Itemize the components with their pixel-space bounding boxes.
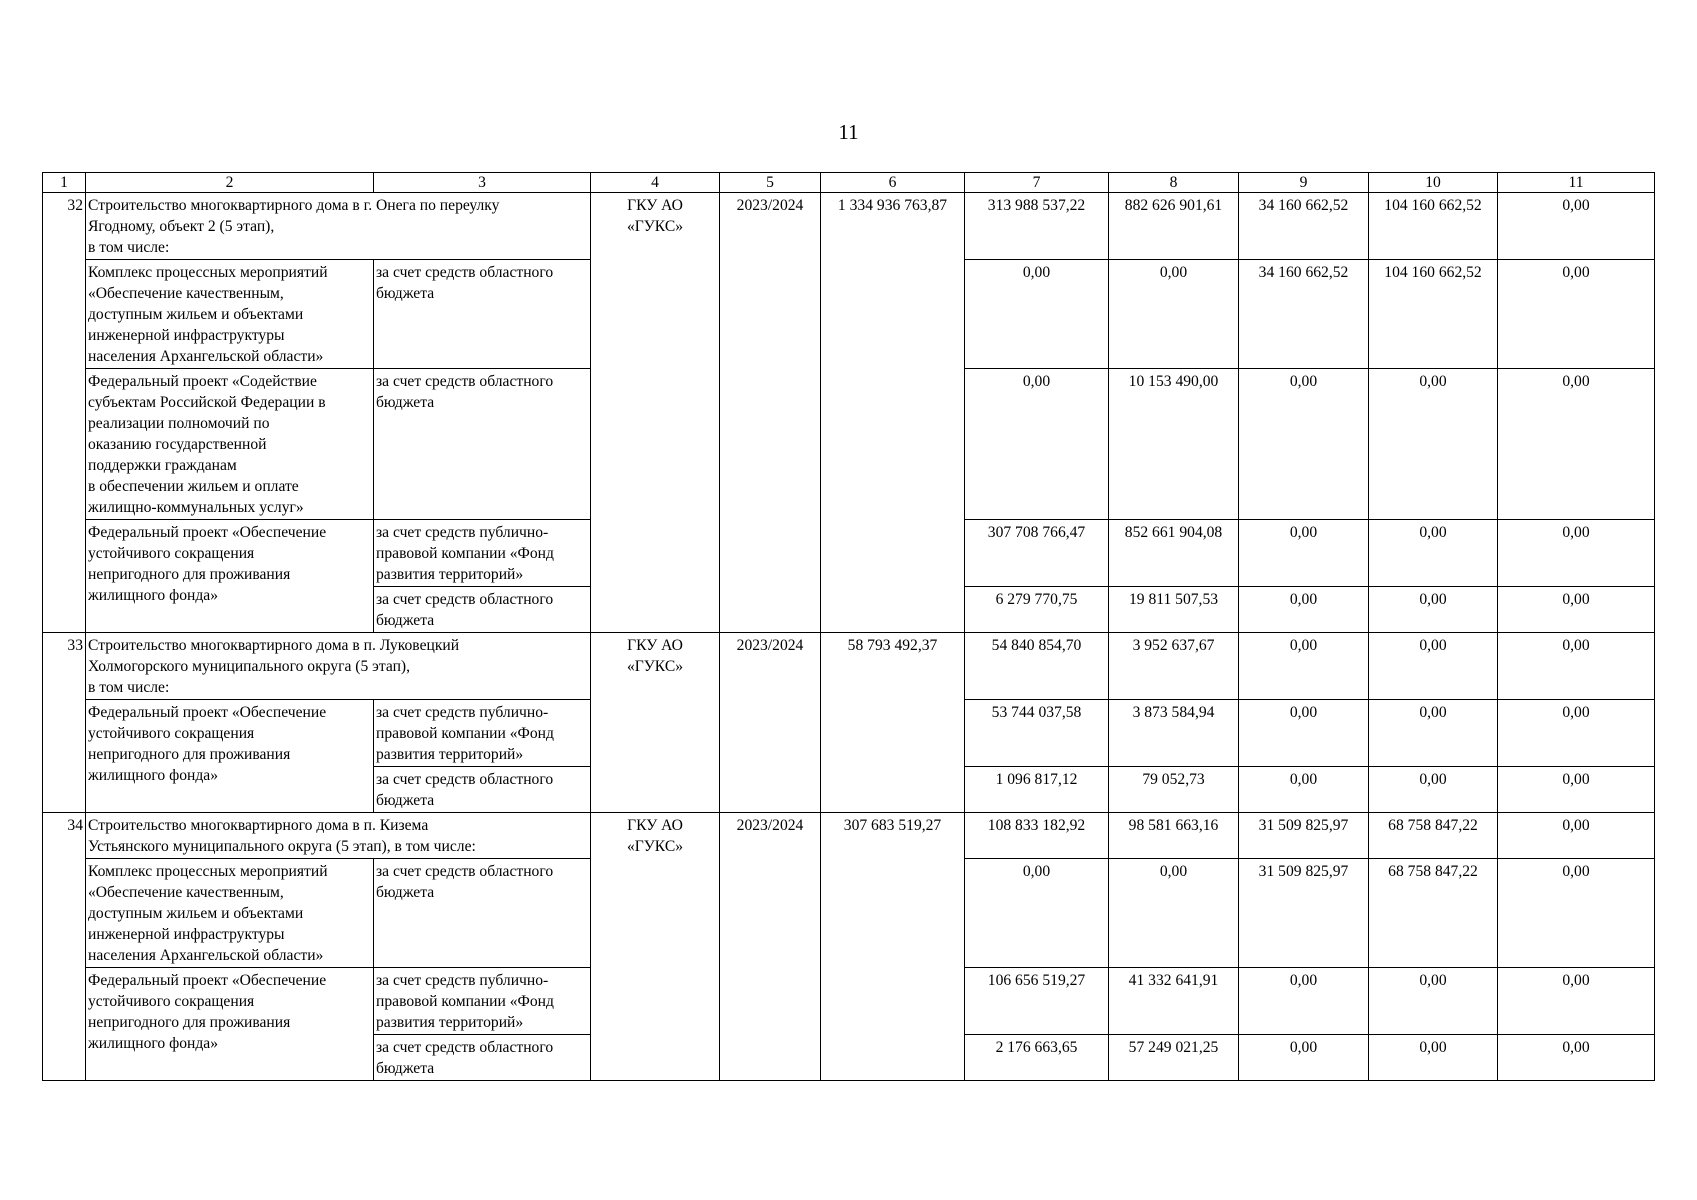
item-value-text: 3 952 637,67 [1132,637,1215,654]
header-cell: 11 [1498,173,1655,193]
item-value-text: 34 160 662,52 [1258,197,1349,214]
item-value-text: 68 758 847,22 [1388,817,1478,834]
item-value [1239,633,1369,700]
item-total [821,193,965,633]
funding-value-text: 3 873 584,94 [1132,704,1215,721]
item-executor-text: ГКУ АО «ГУКС» [626,197,684,235]
subprogram-name [86,260,374,369]
funding-value-text: 0,00 [1419,771,1447,788]
item-total-text: 58 793 492,37 [847,637,938,654]
funding-value-text: 0,00 [1022,373,1051,390]
funding-source [374,700,591,767]
funding-value-text: 0,00 [1289,704,1318,721]
item-value [1109,813,1239,859]
item-value-text: 313 988 537,22 [987,197,1086,214]
header-cell: 2 [86,173,374,193]
funding-source [374,859,591,968]
header-cell: 6 [821,173,965,193]
funding-source-text: за счет средств публично- правовой компании «Фонд развития территорий» [376,524,554,583]
header-cell: 7 [965,173,1109,193]
funding-value-text: 852 661 904,08 [1124,524,1223,541]
funding-value-text: 0,00 [1562,524,1590,541]
funding-value-text: 57 249 021,25 [1128,1039,1219,1056]
item-period-text: 2023/2024 [736,637,804,654]
item-total-text: 1 334 936 763,87 [837,197,948,214]
funding-value-text: 0,00 [1562,863,1590,880]
item-row [43,633,1655,700]
item-total-text: 307 683 519,27 [843,817,942,834]
subprogram-name-text: Федеральный проект «Обеспечение устойчивого сокращения непригодного для проживания жилищного фонда» [88,972,327,1052]
item-value-text: 0,00 [1562,197,1590,214]
item-value-text: 0,00 [1419,637,1447,654]
funding-value [1239,968,1369,1035]
funding-value-text: 0,00 [1289,591,1318,608]
funding-source [374,260,591,369]
item-value [1498,193,1655,260]
item-value [1369,813,1498,859]
funding-value [1109,767,1239,813]
funding-value-text: 0,00 [1419,972,1447,989]
funding-value [1498,767,1655,813]
funding-value-text: 0,00 [1419,373,1447,390]
item-value-text: 882 626 901,61 [1124,197,1223,214]
subprogram-name-text: Комплекс процессных мероприятий «Обеспечение качественным, доступным жильем и объектами инженерной инфраструктуры населения Архангельской области» [88,264,328,365]
funding-value [1498,520,1655,587]
funding-source-text: за счет средств публично- правовой компании «Фонд развития территорий» [376,704,554,763]
funding-value-text: 1 096 817,12 [995,771,1078,788]
item-value [1109,193,1239,260]
funding-value-text: 41 332 641,91 [1128,972,1219,989]
funding-value-text: 10 153 490,00 [1128,373,1219,390]
funding-value [1109,700,1239,767]
item-value-text: 0,00 [1289,637,1318,654]
header-cell: 10 [1369,173,1498,193]
item-title [86,813,591,859]
funding-value [965,260,1109,369]
item-value [965,813,1109,859]
funding-value [1109,1035,1239,1081]
funding-value-text: 0,00 [1562,264,1590,281]
funding-value-text: 0,00 [1289,771,1318,788]
funding-value-text: 19 811 507,53 [1128,591,1219,608]
funding-value-text: 0,00 [1419,591,1447,608]
funding-value-text: 0,00 [1419,524,1447,541]
funding-value [1498,369,1655,520]
item-title-text: Строительство многоквартирного дома в п. Кизема Устьянского муниципального округа (5 этап), в том числе: [88,817,476,855]
item-total [821,813,965,1081]
item-value-text: 108 833 182,92 [987,817,1086,834]
funding-value [965,369,1109,520]
funding-value [1239,587,1369,633]
funding-value-text: 53 744 037,58 [991,704,1082,721]
item-executor [591,813,720,1081]
funding-source-text: за счет средств областного бюджета [376,264,554,302]
funding-value [1239,767,1369,813]
funding-source [374,1035,591,1081]
funding-value-text: 0,00 [1562,771,1590,788]
item-total [821,633,965,813]
funding-value [1498,859,1655,968]
funding-value-text: 0,00 [1562,1039,1590,1056]
funding-value [1369,587,1498,633]
funding-value-text: 0,00 [1159,264,1188,281]
item-period-text: 2023/2024 [736,817,804,834]
funding-value [965,700,1109,767]
funding-source-text: за счет средств областного бюджета [376,373,554,411]
header-cell: 8 [1109,173,1239,193]
funding-value [1369,700,1498,767]
item-value [1369,633,1498,700]
funding-value-text: 68 758 847,22 [1388,863,1478,880]
funding-source-text: за счет средств областного бюджета [376,863,554,901]
funding-value-text: 307 708 766,47 [987,524,1086,541]
funding-value-text: 6 279 770,75 [995,591,1078,608]
funding-value [1109,260,1239,369]
funding-value [1239,369,1369,520]
subprogram-name-text: Комплекс процессных мероприятий «Обеспечение качественным, доступным жильем и объектами инженерной инфраструктуры населения Архангельской области» [88,863,328,964]
item-number-text: 32 [67,197,83,214]
funding-value [1239,1035,1369,1081]
funding-value-text: 0,00 [1562,704,1590,721]
funding-value-text: 34 160 662,52 [1258,264,1349,281]
funding-value-text: 0,00 [1419,1039,1447,1056]
funding-source-text: за счет средств областного бюджета [376,1039,554,1077]
item-value [1239,193,1369,260]
header-cell: 5 [720,173,821,193]
item-executor [591,633,720,813]
item-period [720,633,821,813]
item-number [43,193,86,633]
item-value-text: 31 509 825,97 [1258,817,1349,834]
funding-value [1498,260,1655,369]
funding-value [1498,968,1655,1035]
funding-value [965,520,1109,587]
funding-value-text: 0,00 [1022,863,1051,880]
subprogram-name-text: Федеральный проект «Обеспечение устойчивого сокращения непригодного для проживания жилищного фонда» [88,704,327,784]
funding-value-text: 0,00 [1289,972,1318,989]
funding-value [1109,369,1239,520]
funding-value [1239,859,1369,968]
funding-source [374,369,591,520]
funding-value [1369,520,1498,587]
header-cell: 4 [591,173,720,193]
funding-value-text: 0,00 [1289,373,1318,390]
financing-table [42,172,1655,1081]
item-period-text: 2023/2024 [736,197,804,214]
item-title [86,193,591,260]
item-number [43,633,86,813]
item-value [965,193,1109,260]
item-value [965,633,1109,700]
item-executor [591,193,720,633]
subprogram-name-text: Федеральный проект «Обеспечение устойчивого сокращения непригодного для проживания жилищного фонда» [88,524,327,604]
header-cell: 1 [43,173,86,193]
subprogram-name [86,520,374,633]
item-number-text: 34 [67,817,83,834]
funding-value [1369,968,1498,1035]
funding-value [1369,859,1498,968]
funding-value [1369,767,1498,813]
funding-source-text: за счет средств областного бюджета [376,771,554,809]
funding-value [965,859,1109,968]
funding-value-text: 0,00 [1419,704,1447,721]
funding-source-text: за счет средств областного бюджета [376,591,554,629]
item-value [1239,813,1369,859]
funding-value [1498,587,1655,633]
funding-value [1239,520,1369,587]
item-value-text: 104 160 662,52 [1384,197,1482,214]
funding-source [374,587,591,633]
funding-value [1109,520,1239,587]
page-number: 11 [838,120,859,144]
subprogram-name-text: Федеральный проект «Содействие субъектам Российской Федерации в реализации полномочий по оказанию государственной поддержки гражданам в обеспечении жильем и оплате жилищно-коммунальных услуг» [88,373,326,516]
funding-value-text: 0,00 [1022,264,1051,281]
funding-value [965,968,1109,1035]
funding-value [965,767,1109,813]
funding-value-text: 79 052,73 [1142,771,1205,788]
funding-value [1109,587,1239,633]
funding-value [1498,700,1655,767]
funding-value [1369,369,1498,520]
item-executor-text: ГКУ АО «ГУКС» [626,637,684,675]
funding-value-text: 106 656 519,27 [987,972,1086,989]
funding-value [1369,1035,1498,1081]
subprogram-name [86,968,374,1081]
item-value-text: 0,00 [1562,817,1590,834]
funding-source [374,520,591,587]
funding-value-text: 0,00 [1562,591,1590,608]
funding-value-text: 0,00 [1289,1039,1318,1056]
item-number-text: 33 [67,637,83,654]
funding-value [1109,859,1239,968]
subprogram-name [86,369,374,520]
funding-source-text: за счет средств публично- правовой компании «Фонд развития территорий» [376,972,554,1031]
subprogram-name [86,700,374,813]
funding-source [374,767,591,813]
funding-value [1239,700,1369,767]
funding-value-text: 31 509 825,97 [1258,863,1349,880]
item-value [1109,633,1239,700]
funding-value-text: 0,00 [1159,863,1188,880]
header-cell: 3 [374,173,591,193]
item-executor-text: ГКУ АО «ГУКС» [626,817,684,855]
item-value [1498,813,1655,859]
header-row [43,173,1655,193]
item-row [43,813,1655,859]
funding-value [965,587,1109,633]
item-value-text: 98 581 663,16 [1128,817,1219,834]
funding-value [1498,1035,1655,1081]
funding-source [374,968,591,1035]
funding-value-text: 104 160 662,52 [1384,264,1482,281]
item-value-text: 54 840 854,70 [991,637,1082,654]
item-period [720,813,821,1081]
funding-value [1239,260,1369,369]
item-value [1369,193,1498,260]
funding-value-text: 0,00 [1289,524,1318,541]
funding-value [965,1035,1109,1081]
item-title-text: Строительство многоквартирного дома в г. Онега по переулку Ягодному, объект 2 (5 этап), в том числе: [88,197,500,256]
item-title [86,633,591,700]
header-cell: 9 [1239,173,1369,193]
funding-value [1109,968,1239,1035]
funding-value-text: 0,00 [1562,373,1590,390]
funding-value-text: 0,00 [1562,972,1590,989]
funding-value-text: 2 176 663,65 [995,1039,1078,1056]
subprogram-name [86,859,374,968]
item-title-text: Строительство многоквартирного дома в п. Луковецкий Холмогорского муниципального округа (5 этап), в том числе: [88,637,460,696]
item-value-text: 0,00 [1562,637,1590,654]
item-row [43,193,1655,260]
item-value [1498,633,1655,700]
funding-value [1369,260,1498,369]
item-number [43,813,86,1081]
item-period [720,193,821,633]
